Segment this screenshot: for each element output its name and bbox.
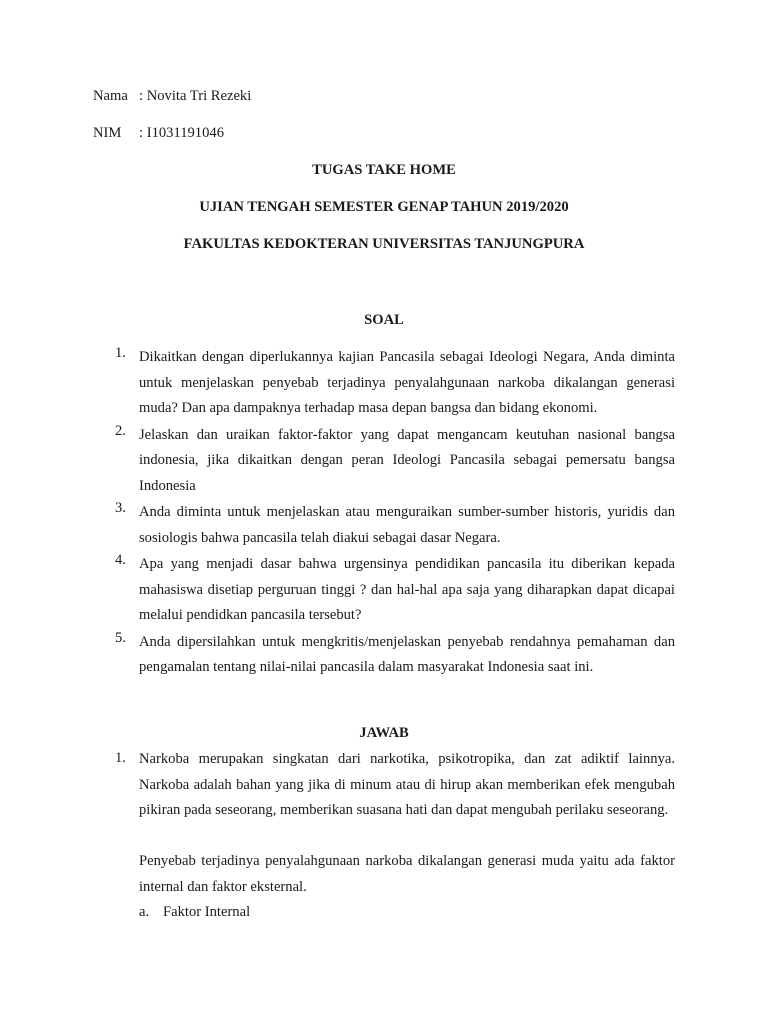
list-item (0, 552, 768, 629)
name-label: Nama (93, 88, 128, 104)
name-value: : Novita Tri Rezeki (139, 88, 252, 104)
jawab-heading: JAWAB (359, 725, 409, 741)
question-number: 4. (115, 552, 126, 568)
nim-line (93, 125, 224, 142)
sub-point-a (139, 904, 250, 921)
nim-label: NIM (93, 125, 122, 141)
question-text: Anda dipersilahkan untuk mengkritis/menjelaskan penyebab rendahnya pemahaman dan pengamalan tentang nilai-nilai pancasila dalam masyarakat Indonesia saat ini. (139, 633, 675, 675)
title-line-1: TUGAS TAKE HOME (312, 162, 456, 178)
answer-paragraph-1: Narkoba merupakan singkatan dari narkotika, psikotropika, dan zat adiktif lainnya. Narkoba adalah bahan yang jika di minum atau di hirup akan memberikan efek mengubah pikiran pada seseorang, memberikan suasana hati dan dapat mengubah perilaku seseorang. (139, 751, 675, 818)
name-line (93, 88, 251, 105)
list-item (0, 630, 768, 681)
question-text: Apa yang menjadi dasar bahwa urgensinya pendidikan pancasila itu diberikan kepada mahasiswa disetiap perguruan tinggi ? dan hal-hal apa saja yang diharapkan dapat dicapai melalui pendidkan pancasila tersebut? (139, 556, 675, 623)
question-text: Jelaskan dan uraikan faktor-faktor yang dapat mengancam keutuhan nasional bangsa indonesia, jika dikaitkan dengan peran Ideologi Pancasila sebagai pemersatu bangsa Indonesia (139, 426, 675, 494)
question-number: 2. (115, 422, 126, 439)
answer-number: 1. (115, 750, 126, 766)
question-number: 5. (115, 629, 126, 646)
question-text: Anda diminta untuk menjelaskan atau menguraikan sumber-sumber historis, yuridis dan sosiologis bahwa pancasila telah diakui sebagai dasar Negara. (139, 504, 675, 546)
soal-heading: SOAL (364, 312, 404, 328)
title-line-2: UJIAN TENGAH SEMESTER GENAP TAHUN 2019/2020 (199, 199, 569, 215)
question-text: Dikaitkan dengan diperlukannya kajian Pancasila sebagai Ideologi Negara, Anda diminta untuk menjelaskan penyebab terjadinya penyalahgunaan narkoba dikalangan generasi muda? Dan apa dampaknya terhadap masa depan bangsa dan bidang ekonomi. (139, 349, 675, 416)
question-number: 3. (115, 500, 126, 516)
answer-paragraph-2: Penyebab terjadinya penyalahgunaan narkoba dikalangan generasi muda yaitu ada faktor internal dan faktor eksternal. (139, 853, 675, 895)
question-number: 1. (115, 345, 126, 361)
question-list (0, 345, 768, 682)
title-line-3: FAKULTAS KEDOKTERAN UNIVERSITAS TANJUNGPURA (183, 236, 585, 252)
nim-value: : I1031191046 (139, 125, 224, 141)
sub-point-letter: a. (139, 904, 150, 920)
sub-point-text: Faktor Internal (163, 904, 251, 920)
list-item (0, 345, 768, 422)
list-item (0, 500, 768, 551)
list-item (0, 423, 768, 500)
